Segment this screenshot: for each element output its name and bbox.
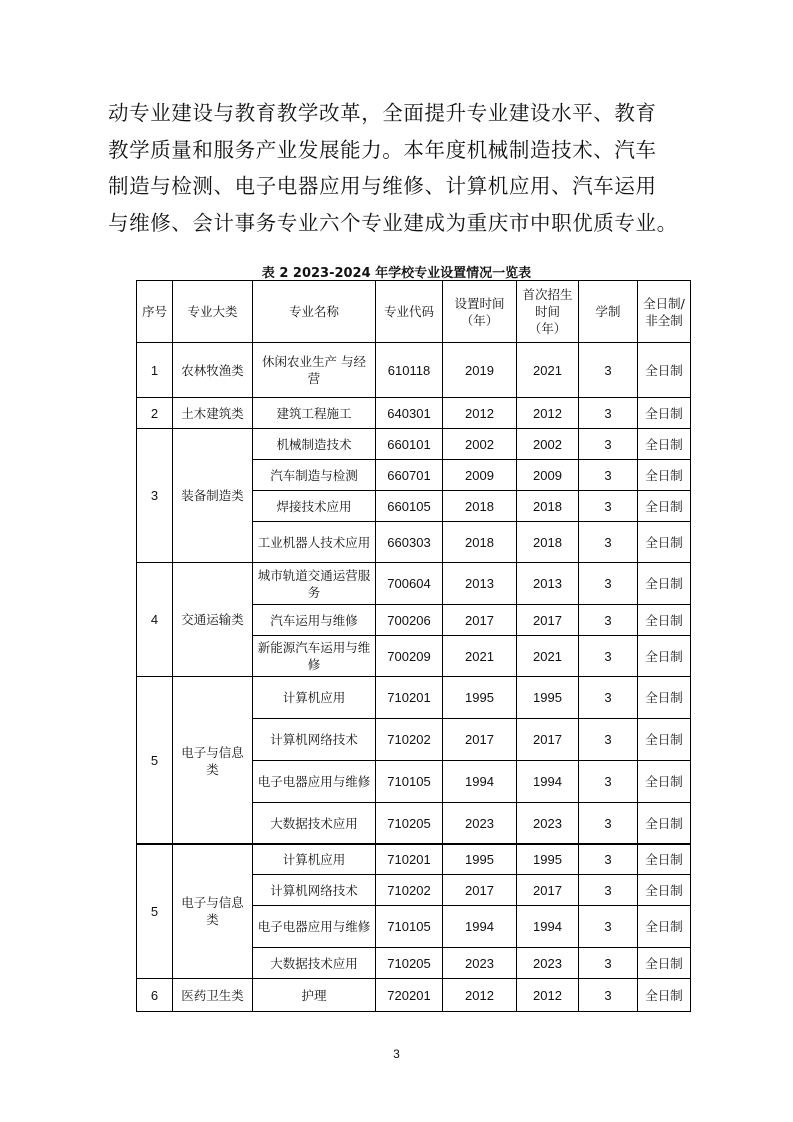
major-name-cell: 电子电器应用与维修 (253, 761, 376, 803)
major-code-cell: 700604 (376, 563, 443, 605)
paragraph-line: 与维修、会计事务专业六个专业建成为重庆市中职优质专业。 (108, 210, 678, 235)
first-enroll-year-cell: 2002 (517, 429, 579, 460)
table-row (137, 343, 691, 398)
major-name-cell: 新能源汽车运用与维修 (253, 636, 376, 677)
major-code-cell: 700209 (376, 636, 443, 677)
paragraph-line: 动专业建设与教育教学改革，全面提升专业建设水平、教育 (108, 101, 657, 125)
study-mode-cell: 全日制 (638, 636, 691, 677)
major-code-cell: 710201 (376, 677, 443, 719)
study-mode-cell: 全日制 (638, 522, 691, 563)
table-row (137, 398, 691, 429)
duration-cell: 3 (579, 761, 638, 803)
first-enroll-year-cell: 1995 (517, 844, 579, 875)
table-header-row (137, 281, 691, 343)
duration-cell: 3 (579, 429, 638, 460)
major-code-cell: 640301 (376, 398, 443, 429)
seq-cell: 4 (137, 563, 173, 677)
set-year-cell: 1995 (443, 677, 517, 719)
major-code-cell: 710105 (376, 761, 443, 803)
major-code-cell: 710201 (376, 844, 443, 875)
major-name-cell: 汽车运用与维修 (253, 605, 376, 636)
duration-cell: 3 (579, 803, 638, 845)
study-mode-cell: 全日制 (638, 844, 691, 875)
first-enroll-year-cell: 2009 (517, 460, 579, 491)
study-mode-cell: 全日制 (638, 398, 691, 429)
major-code-cell: 660105 (376, 491, 443, 522)
header-cell: 首次招生时间（年） (517, 281, 579, 343)
duration-cell: 3 (579, 491, 638, 522)
category-cell: 土木建筑类 (173, 398, 253, 429)
study-mode-cell: 全日制 (638, 719, 691, 761)
duration-cell: 3 (579, 979, 638, 1012)
first-enroll-year-cell: 2012 (517, 398, 579, 429)
seq-cell: 6 (137, 979, 173, 1012)
duration-cell: 3 (579, 906, 638, 948)
category-cell: 农林牧渔类 (173, 343, 253, 398)
duration-cell: 3 (579, 460, 638, 491)
set-year-cell: 2019 (443, 343, 517, 398)
major-name-cell: 城市轨道交通运营服务 (253, 563, 376, 605)
major-code-cell: 710205 (376, 803, 443, 845)
major-name-cell: 休闲农业生产 与经营 (253, 343, 376, 398)
first-enroll-year-cell: 1994 (517, 761, 579, 803)
set-year-cell: 2009 (443, 460, 517, 491)
table-row (137, 677, 691, 719)
major-name-cell: 工业机器人技术应用 (253, 522, 376, 563)
paragraph-line: 教学质量和服务产业发展能力。本年度机械制造技术、汽车 (108, 137, 657, 162)
first-enroll-year-cell: 2018 (517, 522, 579, 563)
study-mode-cell: 全日制 (638, 343, 691, 398)
duration-cell: 3 (579, 677, 638, 719)
duration-cell: 3 (579, 636, 638, 677)
duration-cell: 3 (579, 522, 638, 563)
study-mode-cell: 全日制 (638, 761, 691, 803)
category-cell: 装备制造类 (173, 429, 253, 563)
first-enroll-year-cell: 2012 (517, 979, 579, 1012)
major-name-cell: 护理 (253, 979, 376, 1012)
duration-cell: 3 (579, 563, 638, 605)
first-enroll-year-cell: 1994 (517, 906, 579, 948)
table-row (137, 844, 691, 875)
set-year-cell: 2017 (443, 605, 517, 636)
first-enroll-year-cell: 2018 (517, 491, 579, 522)
study-mode-cell: 全日制 (638, 429, 691, 460)
paragraph-line: 制造与检测、电子电器应用与维修、计算机应用、汽车运用 (108, 174, 657, 198)
major-name-cell: 大数据技术应用 (253, 948, 376, 979)
set-year-cell: 1994 (443, 761, 517, 803)
first-enroll-year-cell: 2017 (517, 875, 579, 906)
study-mode-cell: 全日制 (638, 677, 691, 719)
first-enroll-year-cell: 2023 (517, 948, 579, 979)
major-name-cell: 汽车制造与检测 (253, 460, 376, 491)
set-year-cell: 2021 (443, 636, 517, 677)
first-enroll-year-cell: 2021 (517, 343, 579, 398)
duration-cell: 3 (579, 719, 638, 761)
major-name-cell: 计算机应用 (253, 844, 376, 875)
set-year-cell: 2013 (443, 563, 517, 605)
first-enroll-year-cell: 2023 (517, 803, 579, 845)
major-name-cell: 建筑工程施工 (253, 398, 376, 429)
page-number: 3 (393, 1047, 400, 1061)
table-row (137, 563, 691, 605)
category-cell: 电子与信息类 (173, 844, 253, 979)
major-name-cell: 计算机应用 (253, 677, 376, 719)
set-year-cell: 2012 (443, 979, 517, 1012)
major-name-cell: 计算机网络技术 (253, 875, 376, 906)
first-enroll-year-cell: 2013 (517, 563, 579, 605)
header-cell: 设置时间（年） (443, 281, 517, 343)
header-cell: 专业名称 (253, 281, 376, 343)
first-enroll-year-cell: 2017 (517, 719, 579, 761)
seq-cell: 5 (137, 677, 173, 845)
header-cell: 学制 (579, 281, 638, 343)
header-cell: 序号 (137, 281, 173, 343)
set-year-cell: 2023 (443, 803, 517, 845)
study-mode-cell: 全日制 (638, 803, 691, 845)
seq-cell: 5 (137, 844, 173, 979)
seq-cell: 2 (137, 398, 173, 429)
major-code-cell: 660701 (376, 460, 443, 491)
first-enroll-year-cell: 2021 (517, 636, 579, 677)
duration-cell: 3 (579, 875, 638, 906)
seq-cell: 3 (137, 429, 173, 563)
study-mode-cell: 全日制 (638, 906, 691, 948)
major-code-cell: 720201 (376, 979, 443, 1012)
duration-cell: 3 (579, 343, 638, 398)
set-year-cell: 2023 (443, 948, 517, 979)
study-mode-cell: 全日制 (638, 491, 691, 522)
table-row (137, 979, 691, 1012)
major-name-cell: 焊接技术应用 (253, 491, 376, 522)
table-caption: 表 2 2023-2024 年学校专业设置情况一览表 (261, 266, 532, 281)
major-name-cell: 大数据技术应用 (253, 803, 376, 845)
major-code-cell: 710202 (376, 719, 443, 761)
set-year-cell: 2012 (443, 398, 517, 429)
set-year-cell: 1994 (443, 906, 517, 948)
duration-cell: 3 (579, 844, 638, 875)
majors-table-continued (136, 843, 691, 1012)
first-enroll-year-cell: 1995 (517, 677, 579, 719)
duration-cell: 3 (579, 948, 638, 979)
study-mode-cell: 全日制 (638, 948, 691, 979)
set-year-cell: 2017 (443, 875, 517, 906)
major-code-cell: 610118 (376, 343, 443, 398)
duration-cell: 3 (579, 605, 638, 636)
seq-cell: 1 (137, 343, 173, 398)
study-mode-cell: 全日制 (638, 605, 691, 636)
major-code-cell: 660101 (376, 429, 443, 460)
set-year-cell: 2018 (443, 522, 517, 563)
header-cell: 专业代码 (376, 281, 443, 343)
body-paragraph (108, 95, 708, 241)
duration-cell: 3 (579, 398, 638, 429)
set-year-cell: 2017 (443, 719, 517, 761)
set-year-cell: 2002 (443, 429, 517, 460)
category-cell: 医药卫生类 (173, 979, 253, 1012)
majors-table (136, 280, 691, 845)
study-mode-cell: 全日制 (638, 563, 691, 605)
major-name-cell: 计算机网络技术 (253, 719, 376, 761)
category-cell: 电子与信息类 (173, 677, 253, 845)
major-code-cell: 710202 (376, 875, 443, 906)
header-cell: 专业大类 (173, 281, 253, 343)
category-cell: 交通运输类 (173, 563, 253, 677)
major-code-cell: 700206 (376, 605, 443, 636)
set-year-cell: 1995 (443, 844, 517, 875)
set-year-cell: 2018 (443, 491, 517, 522)
table-row (137, 429, 691, 460)
major-code-cell: 660303 (376, 522, 443, 563)
major-code-cell: 710205 (376, 948, 443, 979)
study-mode-cell: 全日制 (638, 875, 691, 906)
study-mode-cell: 全日制 (638, 460, 691, 491)
major-code-cell: 710105 (376, 906, 443, 948)
header-cell: 全日制/非全制 (638, 281, 691, 343)
major-name-cell: 机械制造技术 (253, 429, 376, 460)
major-name-cell: 电子电器应用与维修 (253, 906, 376, 948)
first-enroll-year-cell: 2017 (517, 605, 579, 636)
study-mode-cell: 全日制 (638, 979, 691, 1012)
